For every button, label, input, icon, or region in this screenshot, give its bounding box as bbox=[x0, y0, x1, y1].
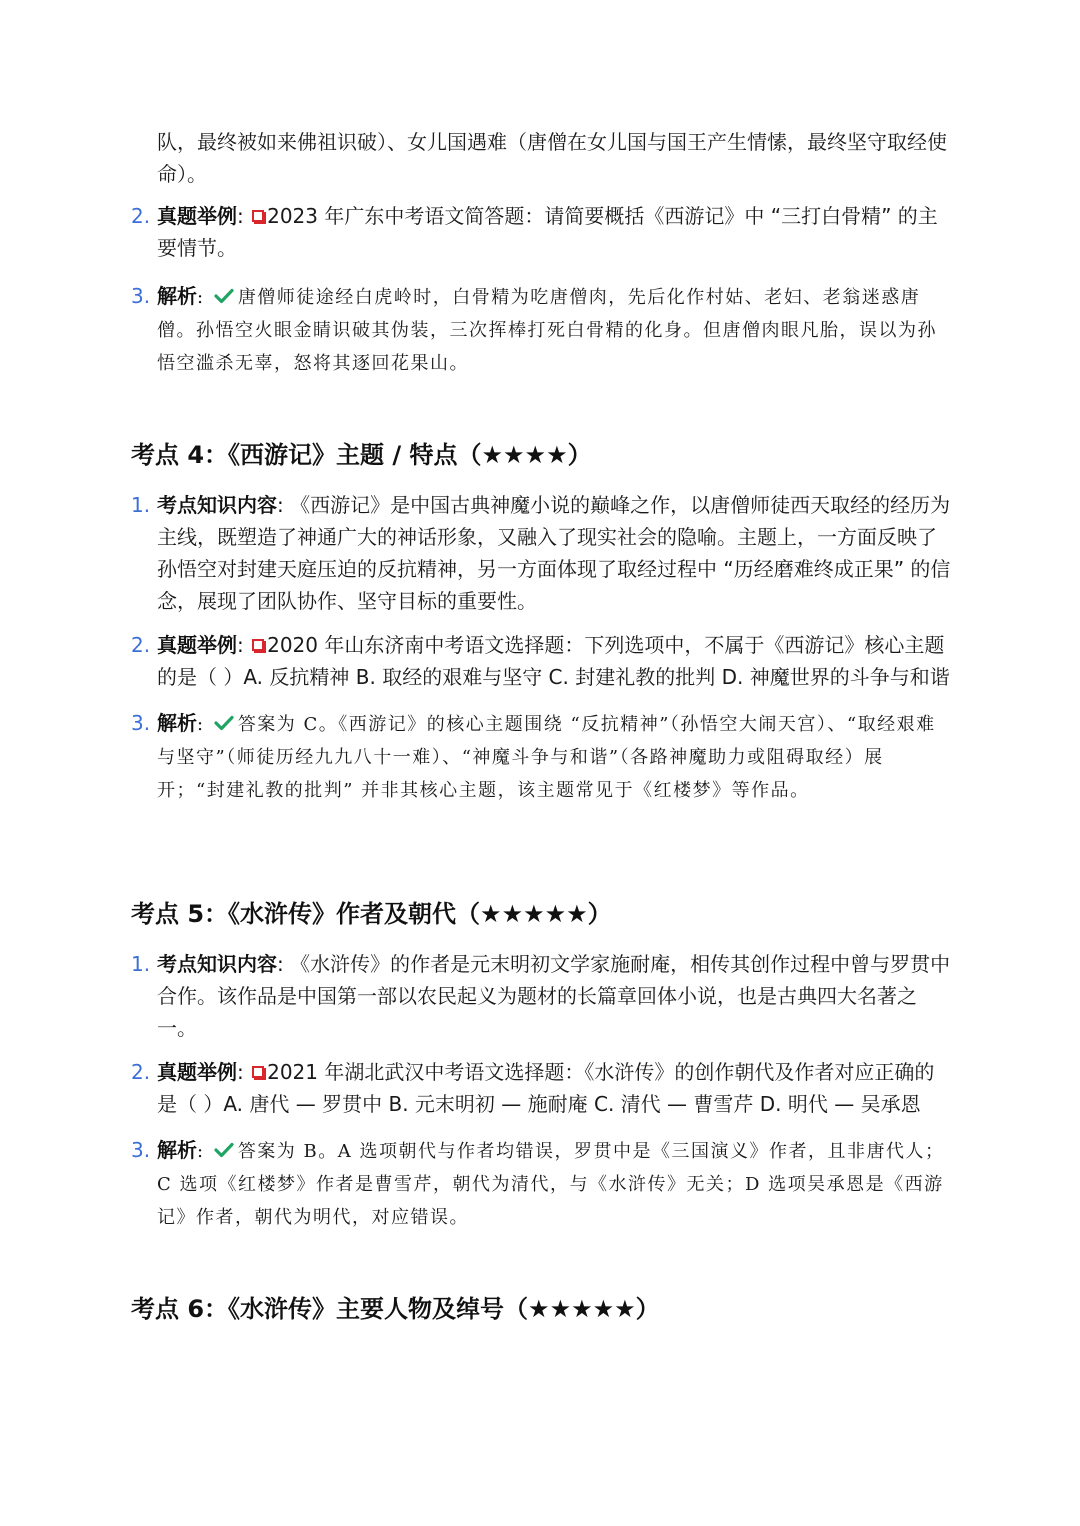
list-item-analysis bbox=[131, 1134, 951, 1234]
red-checkbox-icon bbox=[252, 639, 264, 651]
list-item-knowledge bbox=[131, 948, 951, 1044]
section-heading-5: 考点 5：《水浒传》作者及朝代（★★★★★） bbox=[131, 900, 612, 928]
knowledge-text: 《西游记》是中国古典神魔小说的巅峰之作，以唐僧师徒西天取经的经历为主线，既塑造了神通广大的神话形象，又融入了现实社会的隐喻。主题上，一方面反映了孙悟空对封建天庭压迫的反抗精神，另一方面体现了取经过程中 “历经磨难终成正果” 的信念，展现了团队协作、坚守目标的重要性。 bbox=[157, 493, 951, 613]
label-colon: : bbox=[277, 952, 284, 976]
analysis-text: 答案为 B。A 选项朝代与作者均错误，罗贯中是《三国演义》作者，且非唐代人；C 选项《红楼梦》作者是曹雪芹，朝代为清代，与《水浒传》无关；D 选项吴承恩是《西游记》作者，朝代为明代，对应错误。 bbox=[157, 1141, 945, 1228]
green-check-icon bbox=[214, 288, 234, 304]
list-number: 3. bbox=[131, 1138, 151, 1162]
list-number: 1. bbox=[131, 952, 151, 976]
example-label: 真题举例 bbox=[157, 204, 237, 228]
label-colon: : bbox=[197, 1141, 205, 1162]
example-label: 真题举例 bbox=[157, 633, 237, 657]
list-number: 2. bbox=[131, 204, 151, 228]
section-heading-4: 考点 4：《西游记》主题 / 特点（★★★★） bbox=[131, 441, 592, 469]
section-heading-6: 考点 6：《水浒传》主要人物及绰号（★★★★★） bbox=[131, 1295, 660, 1323]
list-number: 2. bbox=[131, 1060, 151, 1084]
list-number: 1. bbox=[131, 493, 151, 517]
red-checkbox-icon bbox=[252, 1066, 264, 1078]
example-text: 2020 年山东济南中考语文选择题：下列选项中，不属于《西游记》核心主题的是（ ）A. 反抗精神 B. 取经的艰难与坚守 C. 封建礼教的批判 D. 神魔世界的斗争与和谐 bbox=[157, 633, 950, 689]
list-number: 3. bbox=[131, 711, 151, 735]
green-check-icon bbox=[214, 1142, 234, 1158]
list-item-example bbox=[131, 629, 951, 693]
label-colon: : bbox=[197, 287, 205, 308]
label-colon: : bbox=[277, 493, 284, 517]
label-colon: : bbox=[197, 714, 205, 735]
continuation-paragraph: 队，最终被如来佛祖识破）、女儿国遇难（唐僧在女儿国与国王产生情愫，最终坚守取经使命）。 bbox=[157, 130, 947, 186]
list-item-example bbox=[131, 200, 951, 264]
list-item-analysis bbox=[131, 280, 951, 380]
list-item-knowledge bbox=[131, 489, 951, 617]
analysis-label: 解析 bbox=[157, 711, 197, 735]
list-number: 3. bbox=[131, 284, 151, 308]
red-checkbox-icon bbox=[252, 210, 264, 222]
analysis-text: 答案为 C。《西游记》的核心主题围绕 “反抗精神”（孙悟空大闹天宫）、“取经艰难与坚守”（师徒历经九九八十一难）、“神魔斗争与和谐”（各路神魔助力或阻碍取经）展开；“封建礼教的批判” 并非其核心主题，该主题常见于《红楼梦》等作品。 bbox=[157, 714, 936, 801]
example-text: 2023 年广东中考语文简答题：请简要概括《西游记》中 “三打白骨精” 的主要情节。 bbox=[157, 204, 938, 260]
knowledge-text: 《水浒传》的作者是元末明初文学家施耐庵，相传其创作过程中曾与罗贯中合作。该作品是中国第一部以农民起义为题材的长篇章回体小说，也是古典四大名著之一。 bbox=[157, 952, 951, 1040]
analysis-text: 唐僧师徒途经白虎岭时，白骨精为吃唐僧肉，先后化作村姑、老妇、老翁迷惑唐僧。孙悟空火眼金睛识破其伪装，三次挥棒打死白骨精的化身。但唐僧肉眼凡胎，误以为孙悟空滥杀无辜，怒将其逐回花果山。 bbox=[157, 287, 937, 374]
label-colon: : bbox=[237, 633, 244, 657]
list-number: 2. bbox=[131, 633, 151, 657]
label-colon: : bbox=[237, 204, 244, 228]
knowledge-label: 考点知识内容 bbox=[157, 493, 277, 517]
knowledge-label: 考点知识内容 bbox=[157, 952, 277, 976]
green-check-icon bbox=[214, 715, 234, 731]
label-colon: : bbox=[237, 1060, 244, 1084]
list-item-analysis bbox=[131, 707, 951, 807]
list-item-example bbox=[131, 1056, 951, 1120]
example-label: 真题举例 bbox=[157, 1060, 237, 1084]
example-text: 2021 年湖北武汉中考语文选择题：《水浒传》的创作朝代及作者对应正确的是（ ）A. 唐代 — 罗贯中 B. 元末明初 — 施耐庵 C. 清代 — 曹雪芹 D. 明代 — 吴承恩 bbox=[157, 1060, 935, 1116]
analysis-label: 解析 bbox=[157, 1138, 197, 1162]
analysis-label: 解析 bbox=[157, 284, 197, 308]
